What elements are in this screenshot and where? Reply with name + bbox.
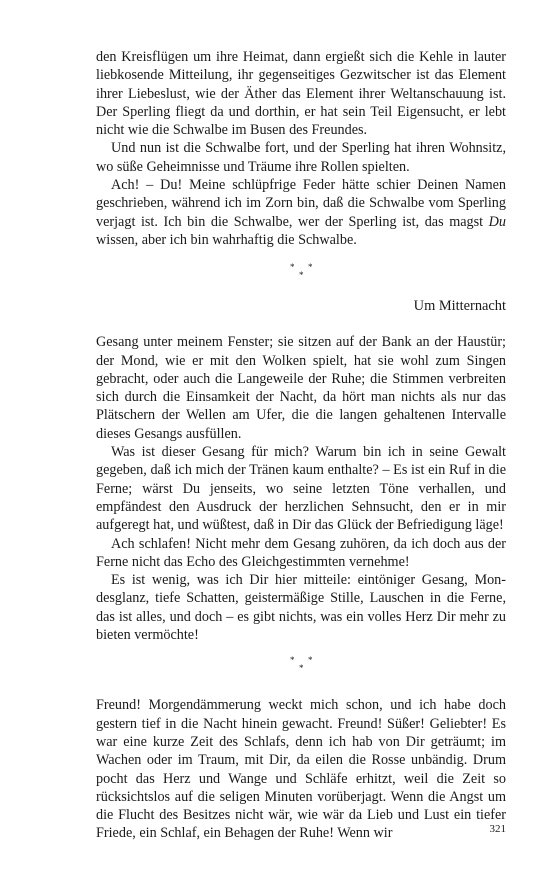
page-body — [96, 48, 506, 843]
section-separator-1 — [96, 263, 506, 279]
paragraph: den Kreisflügen um ihre Heimat, dann ergießt sich die Kehle in lauter liebkosende Mitteilung, ihr gegenseitiges Gezwitscher ist das Element ihrer Liebeslust, wie der Äther das Element ihrer Weltanschauung ist. Der Sperling fliegt da und dorthin, er hat sein Teil Eigensucht, er lebt nicht wie die Schwalbe im Busen des Freundes. — [96, 49, 506, 139]
paragraph-text: Ach! – Du! Meine schlüpfrige Feder hätte schier Deinen Namen geschrieben, während ich im Zorn bin, daß die Schwalbe vom Sperling verjagt ist. Ich bin die Schwalbe, wer der Sperling ist, das magst — [96, 177, 506, 230]
paragraph: Es ist wenig, was ich Dir hier mitteile: eintöniger Gesang, Mondesglanz, tiefe Schatten, geistermäßige Stille, Lauschen in die Ferne, das ist alles, und doch – es gibt nichts, was ein volles Herz Dir mehr zu bieten vermöchte! — [96, 572, 506, 644]
paragraph: Was ist dieser Gesang für mich? Warum bin ich in seine Gewalt gegeben, daß ich mich der Tränen kaum enthalte? – Es ist ein Ruf in die Ferne; wärst Du jenseits, wo seine letzten Töne verhallen, und empfändest den Ausdruck der herzlichen Sehnsucht, den er in mir aufgeregt hat, und wüßtest, daß in Dir das Glück der Befriedigung läge! — [96, 444, 506, 534]
asterisk-mark: * — [299, 270, 304, 281]
section-separator-2 — [96, 656, 506, 672]
paragraph: Freund! Morgendämmerung weckt mich schon, und ich habe doch gestern tief in die Nacht hinein gewacht. Freund! Süßer! Geliebter! Es war eine kurze Zeit des Schlafs, denn ich hab von Dir geträumt; im Wachen oder im Traum, mit Dir, da eilen die Rosse unbändig. Drum pocht das Herz und Wange und Schläfe erhitzt, weil die Zeit so rücksichtslos auf die seligen Minuten vorüberjagt. Wenn die Angst um die Flucht des Besitzes nicht wär, wie wär da Lieb und Lust ein tiefer Friede, ein Schlaf, ein Behagen der Ruhe! Wenn wir — [96, 697, 506, 842]
text-block-2 — [96, 333, 506, 644]
paragraph-text: wissen, aber ich bin wahrhaftig die Schwalbe. — [96, 231, 357, 248]
page-number: 321 — [489, 823, 506, 835]
asterisk-mark: * — [290, 655, 295, 666]
asterisk-mark: * — [299, 663, 304, 674]
paragraph: Gesang unter meinem Fenster; sie sitzen auf der Bank an der Haustür; der Mond, wie er mit den Wolken spielt, hat sie wohl zum Singen gebracht, oder auch die Langeweile der Ruhe; die Stimmen verbreiten sich durch die Einsamkeit der Nacht, da hört man nichts als nur das Plätschern der Wellen am Ufer, die die langen gehaltenen Intervalle dieses Gesangs ausfüllen. — [96, 334, 506, 442]
section-title: Um Mitternacht — [413, 298, 506, 315]
asterisk-mark: * — [308, 655, 313, 666]
paragraph: Ach schlafen! Nicht mehr dem Gesang zuhören, da ich doch aus der Ferne nicht das Echo des Gleichgestimmten vernehme! — [96, 535, 506, 570]
emphasized-word: Du — [488, 213, 506, 230]
paragraph — [96, 176, 506, 249]
text-block-1 — [96, 48, 506, 249]
paragraph: Und nun ist die Schwalbe fort, und der Sperling hat ihren Wohnsitz, wo süße Geheimnisse und Träume ihre Rollen spielten. — [96, 140, 506, 175]
text-block-3 — [96, 696, 506, 842]
asterisk-mark: * — [290, 262, 295, 273]
asterisk-mark: * — [308, 262, 313, 273]
